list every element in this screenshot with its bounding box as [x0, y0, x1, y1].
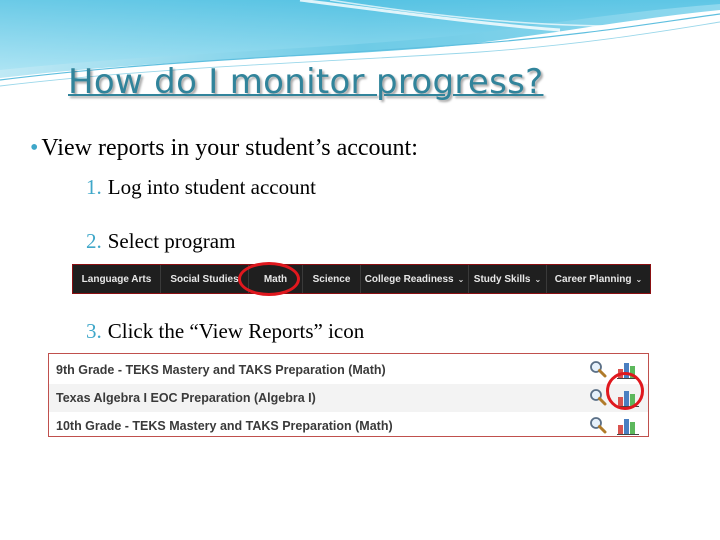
program-row [49, 356, 648, 384]
chevron-down-icon: ⌄ [457, 274, 465, 284]
magnifier-icon[interactable] [589, 416, 607, 434]
program-name[interactable]: 9th Grade - TEKS Mastery and TAKS Preparation (Math) [56, 363, 386, 377]
nav-item-science[interactable]: Science [303, 265, 361, 293]
bullet-text: View reports in your student’s account: [41, 135, 418, 161]
program-list [48, 353, 649, 437]
step-3 [86, 319, 364, 344]
step-text: Log into student account [107, 175, 316, 199]
program-nav-bar [72, 264, 651, 294]
program-row [49, 412, 648, 440]
magnifier-icon[interactable] [589, 388, 607, 406]
chevron-down-icon: ⌄ [635, 274, 643, 284]
bar-chart-icon[interactable] [617, 387, 639, 407]
step-2 [86, 229, 235, 254]
bar-chart-icon[interactable] [617, 359, 639, 379]
program-name[interactable]: Texas Algebra I EOC Preparation (Algebra I) [56, 391, 316, 405]
bullet-icon: • [30, 135, 39, 161]
nav-item-study-skills[interactable]: Study Skills ⌄ [469, 265, 547, 293]
step-1 [86, 175, 316, 200]
nav-item-social-studies[interactable]: Social Studies [161, 265, 249, 293]
program-name[interactable]: 10th Grade - TEKS Mastery and TAKS Preparation (Math) [56, 419, 393, 433]
step-number: 3. [86, 319, 102, 343]
magnifier-icon[interactable] [589, 360, 607, 378]
step-number: 2. [86, 229, 102, 253]
nav-item-career-planning[interactable]: Career Planning ⌄ [554, 273, 643, 285]
chevron-down-icon: ⌄ [534, 274, 542, 284]
bullet-point [30, 135, 418, 162]
nav-item-college-readiness[interactable]: College Readiness ⌄ [361, 265, 469, 293]
program-row [49, 384, 648, 412]
nav-item-language-arts[interactable]: Language Arts [73, 265, 161, 293]
slide-title: How do I monitor progress? [68, 62, 544, 102]
step-text: Select program [107, 229, 236, 253]
step-text: Click the “View Reports” icon [107, 319, 365, 343]
nav-item-math[interactable]: Math [249, 265, 303, 293]
bar-chart-icon[interactable] [617, 415, 639, 435]
step-number: 1. [86, 175, 102, 199]
